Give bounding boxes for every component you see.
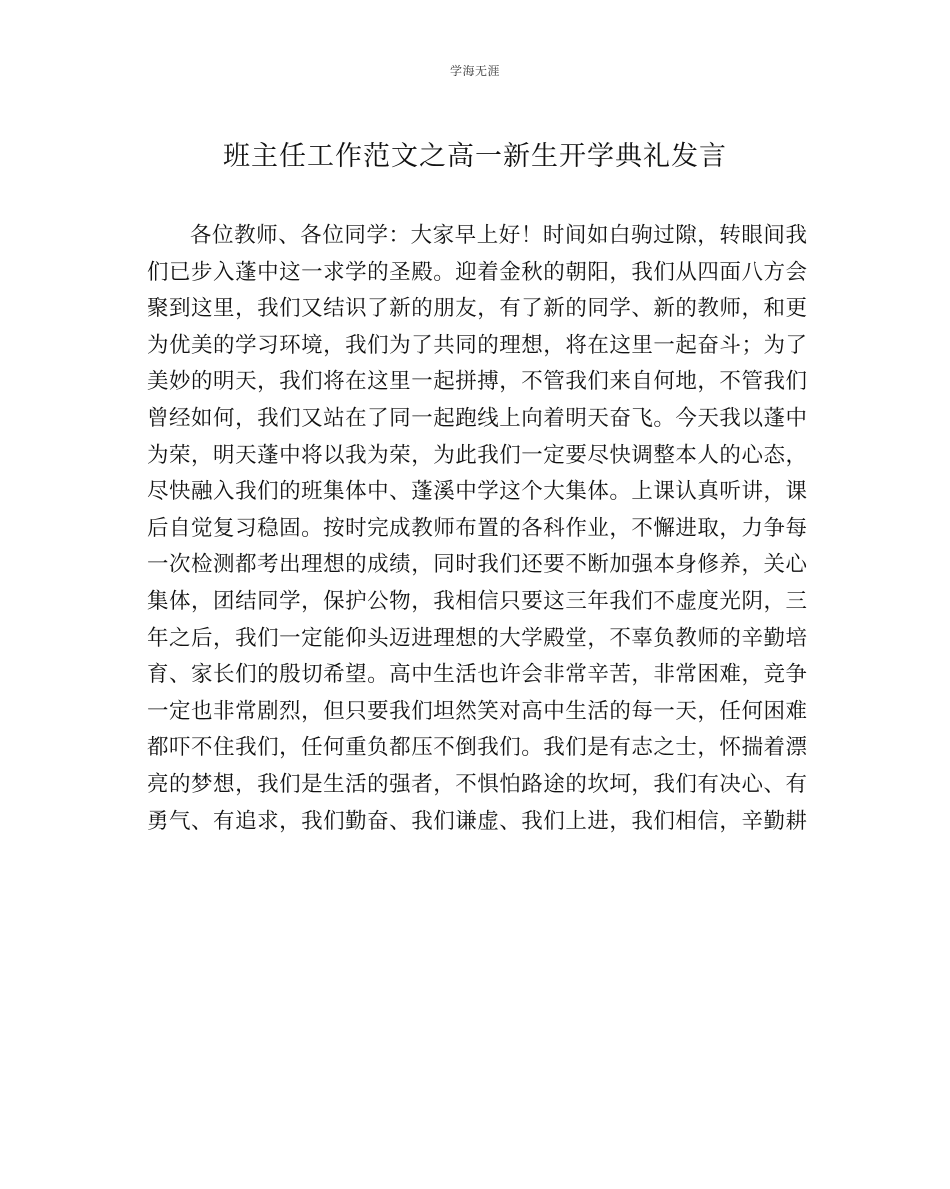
paragraph-line: 为荣，明天蓬中将以我为荣，为此我们一定要尽快调整本人的心态，: [147, 442, 807, 468]
paragraph-line: 曾经如何，我们又站在了同一起跑线上向着明天奋飞。今天我以蓬中: [147, 405, 807, 431]
paragraph-line: 聚到这里，我们又结识了新的朋友，有了新的同学、新的教师，和更: [147, 296, 807, 322]
paragraph-line: 年之后，我们一定能仰头迈进理想的大学殿堂，不辜负教师的辛勤培: [147, 625, 807, 651]
paragraph-line: 一次检测都考出理想的成绩，同时我们还要不断加强本身修养，关心: [147, 552, 807, 578]
paragraph-line: 都吓不住我们，任何重负都压不倒我们。我们是有志之士，怀揣着漂: [147, 735, 807, 761]
paragraph-line: 各位教师、各位同学：大家早上好！时间如白驹过隙，转眼间我: [190, 223, 807, 248]
paragraph-line: 后自觉复习稳固。按时完成教师布置的各科作业，不懈进取，力争每: [147, 515, 807, 541]
paragraph-line: 一定也非常剧烈，但只要我们坦然笑对高中生活的每一天，任何困难: [147, 698, 807, 724]
document-title: 班主任工作范文之高一新生开学典礼发言: [223, 141, 727, 172]
paragraph-line: 尽快融入我们的班集体中、蓬溪中学这个大集体。上课认真听讲，课: [147, 479, 807, 505]
paragraph-line: 育、家长们的殷切希望。高中生活也许会非常辛苦，非常困难，竞争: [147, 662, 807, 688]
paragraph-line: 勇气、有追求，我们勤奋、我们谦虚、我们上进，我们相信，辛勤耕: [147, 808, 807, 834]
paragraph-line: 为优美的学习环境，我们为了共同的理想，将在这里一起奋斗；为了: [147, 332, 807, 358]
paragraph-line: 亮的梦想，我们是生活的强者，不惧怕路途的坎坷，我们有决心、有: [147, 771, 807, 797]
paragraph-line: 们已步入蓬中这一求学的圣殿。迎着金秋的朝阳，我们从四面八方会: [147, 259, 807, 285]
speech-paragraph: [147, 218, 807, 840]
page-header: 学海无涯: [449, 64, 500, 78]
paragraph-line: 美妙的明天，我们将在这里一起拼搏，不管我们来自何地，不管我们: [147, 369, 807, 395]
paragraph-line: 集体，团结同学，保护公物，我相信只要这三年我们不虚度光阴，三: [147, 588, 807, 614]
